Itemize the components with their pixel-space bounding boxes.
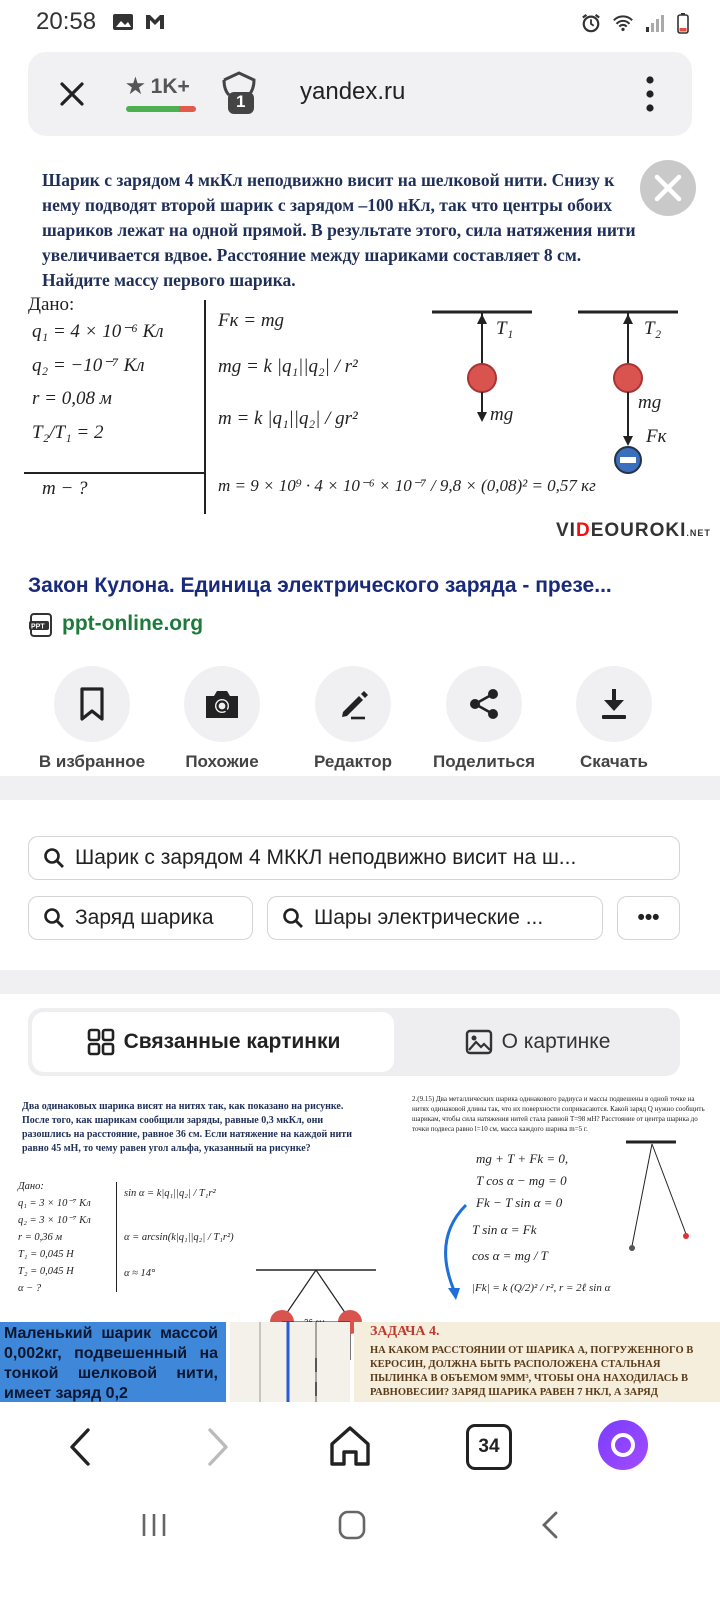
shield-count: 1 — [236, 92, 246, 111]
more-vert-icon[interactable] — [630, 72, 670, 116]
given-ratio: T₂/T₁ = 2 — [32, 422, 104, 443]
action-label: Похожие — [185, 752, 259, 771]
given-block — [28, 294, 164, 456]
alarm-icon — [580, 13, 602, 33]
thumb-text: НА КАКОМ РАССТОЯНИИ ОТ ШАРИКА А, ПОГРУЖЕННОГО В КЕРОСИН, ДОЛЖНА БЫТЬ РАСПОЛОЖЕНА СТАЛЬНАЯ ПЫЛИНКА В ОБЪЕМОМ 9ММ³, ЧТОБЫ ОНА НАХОДИЛАСЬ В РАВНОВЕСИИ? ЗАРЯД ШАРИКА РАВЕН 7 НКЛ, А ЗАРЯД — [370, 1345, 694, 1398]
suggestion-text: Шары электрические ... — [314, 906, 544, 929]
equation-4: m = 9 × 10⁹ · 4 × 10⁻⁶ × 10⁻⁷ / 9,8 × (0,08)² = 0,57 кг — [218, 476, 596, 495]
given-r: r = 0,08 м — [32, 388, 112, 409]
tab-about-image[interactable] — [398, 1012, 676, 1072]
image-icon — [112, 12, 134, 32]
divider — [204, 300, 206, 514]
label-mg: mg — [490, 404, 514, 425]
suggestion-text: Заряд шарика — [75, 906, 214, 929]
related-image-5[interactable] — [354, 1322, 720, 1404]
section-divider — [0, 776, 720, 800]
action-favorite[interactable] — [22, 660, 162, 772]
result-title-link[interactable]: Закон Кулона. Единица электрического заряда - презе... — [28, 574, 612, 597]
home-icon[interactable] — [326, 1422, 374, 1470]
image-icon — [464, 1027, 494, 1057]
action-similar[interactable] — [152, 660, 292, 772]
thumb-arrow — [426, 1200, 486, 1310]
label-mg-2: mg — [638, 392, 662, 413]
browser-bottom-nav — [0, 1402, 720, 1496]
close-icon[interactable] — [52, 74, 92, 114]
related-image-2[interactable] — [406, 1090, 720, 1318]
thumb-eq: T sin α = Fk — [472, 1222, 537, 1237]
wifi-icon — [612, 13, 634, 33]
given-label: Дано: — [28, 294, 75, 315]
system-back-icon[interactable] — [536, 1508, 564, 1542]
bookmark-icon — [76, 686, 108, 722]
action-label: Скачать — [580, 752, 648, 771]
status-time: 20:58 — [36, 8, 97, 35]
related-image-3[interactable] — [0, 1322, 226, 1404]
thumb-text: Маленький шарик массой 0,002кг, подвешенный на тонкой шелковой нити, имеет заряд 0,2 — [4, 1325, 218, 1402]
thumb-text: 2.(9.15) Два металлических шарика одинакового радиуса и массы подвешены в одной точке на нитях одинаковой длины так, что их поверхности соприкасаются. Какой заряд Q нужно сообщить шарикам, чтобы сила натяжения нитей стала равной T=98 мН? Расстояние от центра шарика до точки подвеса равно l=10 см, масса каждого шарика m=5 г. — [412, 1095, 705, 1133]
gmail-icon — [144, 12, 166, 32]
action-download[interactable] — [544, 660, 684, 772]
thumb-title: ЗАДАЧА 4. — [370, 1324, 440, 1339]
thumb-eq: |Fk| = k (Q/2)² / r², r = 2ℓ sin α — [472, 1282, 611, 1294]
alice-assistant-button[interactable] — [598, 1420, 648, 1470]
browser-address-bar — [28, 52, 692, 136]
tabs-switcher-button[interactable] — [466, 1424, 512, 1470]
grid-icon — [86, 1027, 116, 1057]
battery-icon — [676, 12, 690, 34]
suggestion-chip-2[interactable] — [267, 896, 603, 940]
svg-text:PPT: PPT — [31, 623, 45, 631]
back-icon[interactable] — [64, 1424, 98, 1470]
label-fk: Fк — [646, 426, 667, 447]
thumb-eq: α ≈ 14° — [124, 1268, 156, 1279]
thumb-eq: sin α = k|q₁||q₂| / T₁r² — [124, 1188, 216, 1199]
action-share[interactable] — [414, 660, 554, 772]
rating-text: ★ 1K+ — [126, 75, 190, 98]
divider — [116, 1182, 117, 1292]
thumb-text: Два одинаковых шарика висят на нитях так, как показано на рисунке. После того, как шарикам сообщили заряды, равные 0,3 мкКл, они разошлись на расстояние, равное 36 см. Если натяжение на каждой нити равно 45 мН, то чему равен угол альфа, указанный на рисунке? — [22, 1101, 352, 1154]
equation-2: mg = k |q₁||q₂| / r² — [218, 356, 358, 377]
suggestion-text: Шарик с зарядом 4 МККЛ неподвижно висит на ш... — [75, 846, 577, 869]
search-icon — [43, 847, 65, 869]
home-button-icon[interactable] — [336, 1508, 368, 1542]
given-q2: q₂ = −10⁻⁷ Кл — [32, 355, 145, 376]
system-navigation-bar — [0, 1496, 720, 1600]
equation-3: m = k |q₁||q₂| / gr² — [218, 408, 358, 429]
thumb-equations: mg + T + Fk = 0, T cos α − mg = 0 Fk − T sin α = 0 — [476, 1151, 569, 1210]
tab-label: Связанные картинки — [123, 1030, 341, 1053]
thumb-pendulum — [566, 1134, 716, 1314]
tab-label: О картинке — [501, 1030, 611, 1053]
thumb-eq: cos α = mg / T — [472, 1248, 548, 1263]
image-tabs — [28, 1008, 680, 1076]
status-bar — [0, 0, 720, 46]
label-t1: T₁ — [496, 318, 514, 339]
result-source-link[interactable]: ppt-online.org — [62, 612, 204, 635]
problem-text: Шарик с зарядом 4 мкКл неподвижно висит на шелковой нити. Снизу к нему подводят второй шарик с зарядом –100 нКл, так что центры обоих шариков лежат на одной прямой. В результате этого, сила натяжения нити увеличивается вдвое. Расстояние между шариками составляет 8 см. Найдите массу первого шарика. — [42, 170, 636, 290]
tabs-count: 34 — [478, 1436, 500, 1457]
download-icon — [598, 686, 630, 722]
action-label: Поделиться — [432, 752, 536, 771]
suggestion-chip-main[interactable] — [28, 836, 680, 880]
more-dots: ••• — [637, 906, 660, 929]
protect-shield-button[interactable] — [218, 70, 260, 116]
equation-1: Fк = mg — [218, 310, 285, 331]
alice-icon — [598, 1420, 648, 1470]
label-t2: T₂ — [644, 318, 662, 339]
close-icon — [640, 160, 696, 216]
site-rating-badge[interactable] — [126, 74, 190, 99]
document-icon — [28, 612, 54, 638]
action-editor[interactable] — [283, 660, 423, 772]
url-text[interactable]: yandex.ru — [300, 78, 406, 105]
suggestions-more-button[interactable] — [617, 896, 680, 940]
pencil-icon — [335, 686, 371, 722]
related-image-1[interactable] — [0, 1090, 402, 1318]
tab-related-images[interactable] — [32, 1012, 394, 1072]
recent-apps-icon[interactable] — [138, 1510, 170, 1540]
camera-search-icon — [202, 687, 242, 721]
find-label: m − ? — [42, 478, 88, 499]
rating-bar — [126, 106, 196, 112]
action-label: В избранное — [38, 752, 146, 771]
suggestion-chip-1[interactable] — [28, 896, 253, 940]
action-label: Редактор — [314, 752, 392, 771]
videouroki-watermark: VIDEOUROKI.NET — [556, 520, 711, 541]
related-image-4[interactable] — [230, 1322, 350, 1404]
search-icon — [43, 907, 65, 929]
given-q1: q₁ = 4 × 10⁻⁶ Кл — [32, 321, 164, 342]
thumb-diagram — [230, 1322, 350, 1404]
divider — [24, 472, 204, 474]
section-divider — [0, 970, 720, 994]
thumb-given: Дано: q₁ = 3 × 10⁻⁷ Кл q₂ = 3 × 10⁻⁷ Кл r = 0,36 м T₁ = 0,045 Н T₂ = 0,045 Н α − ? — [18, 1181, 91, 1294]
search-icon — [282, 907, 304, 929]
forward-icon[interactable] — [200, 1424, 234, 1470]
share-icon — [466, 686, 502, 722]
signal-icon — [644, 13, 666, 33]
image-close-button[interactable] — [640, 160, 696, 216]
thumb-eq: α = arcsin(k|q₁||q₂| / T₁r²) — [124, 1232, 234, 1243]
